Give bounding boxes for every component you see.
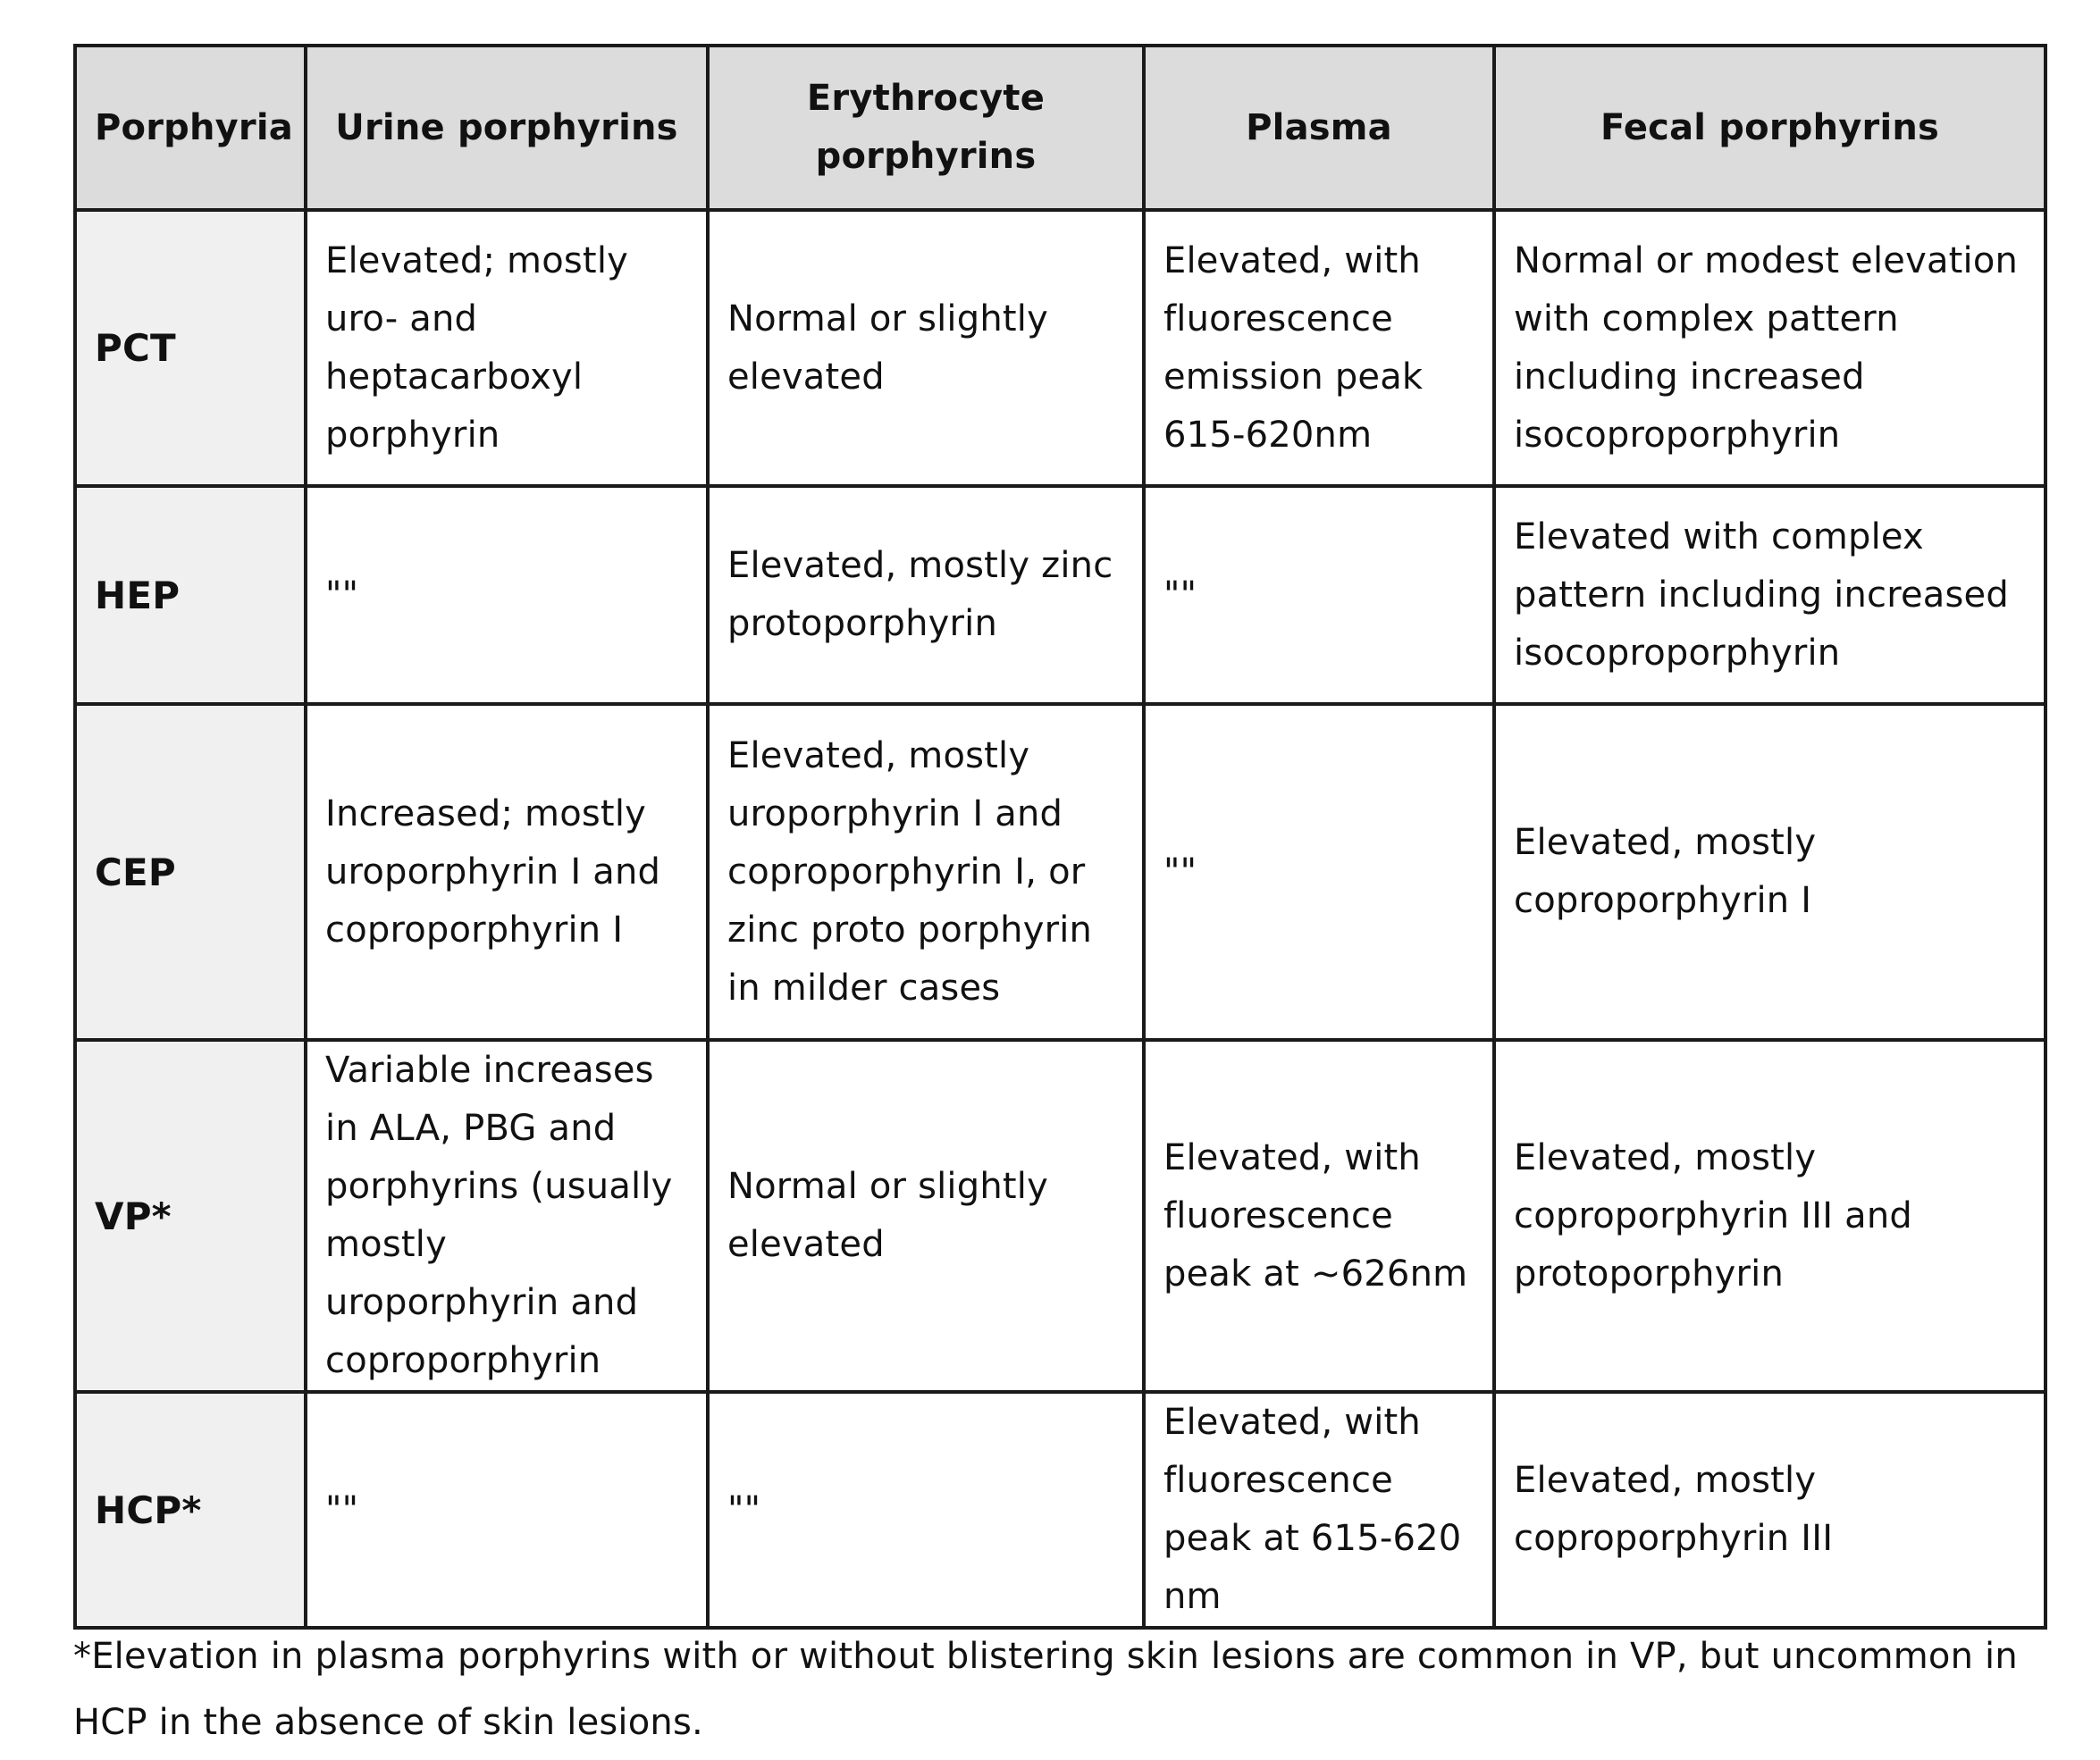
header-porphyria: Porphyria [75, 46, 306, 210]
cell-erythrocyte: Elevated, mostly zinc protoporphyrin [708, 486, 1144, 704]
cell-urine: "" [306, 486, 708, 704]
header-fecal-porphyrins: Fecal porphyrins [1494, 46, 2045, 210]
cell-fecal: Elevated with complex pattern including increased isocoproporphyrin [1494, 486, 2045, 704]
cell-fecal: Elevated, mostly coproporphyrin I [1494, 704, 2045, 1040]
table-row [75, 1040, 2045, 1392]
porphyria-table-container [73, 44, 2044, 1630]
porphyria-table [73, 44, 2047, 1630]
footnote: *Elevation in plasma porphyrins with or without blistering skin lesions are common in VP, but uncommon in HCP in the absence of skin lesions. [73, 1636, 2018, 1743]
row-label: HEP [75, 486, 306, 704]
cell-erythrocyte: "" [708, 1392, 1144, 1628]
cell-erythrocyte: Normal or slightly elevated [708, 1040, 1144, 1392]
cell-urine: Elevated; mostly uro- and heptacarboxyl porphyrin [306, 210, 708, 486]
row-label: HCP* [75, 1392, 306, 1628]
cell-plasma: "" [1144, 704, 1494, 1040]
cell-plasma: Elevated, with fluorescence emission peak 615-620nm [1144, 210, 1494, 486]
cell-urine: Variable increases in ALA, PBG and porphyrins (usually mostly uroporphyrin and coproporphyrin [306, 1040, 708, 1392]
cell-plasma: Elevated, with fluorescence peak at 615-620 nm [1144, 1392, 1494, 1628]
cell-fecal: Elevated, mostly coproporphyrin III [1494, 1392, 2045, 1628]
table-row [75, 704, 2045, 1040]
table-row [75, 210, 2045, 486]
row-label: VP* [75, 1040, 306, 1392]
header-erythrocyte-porphyrins: Erythrocyte porphyrins [708, 46, 1144, 210]
header-plasma: Plasma [1144, 46, 1494, 210]
cell-plasma: Elevated, with fluorescence peak at ~626nm [1144, 1040, 1494, 1392]
cell-plasma: "" [1144, 486, 1494, 704]
cell-erythrocyte: Normal or slightly elevated [708, 210, 1144, 486]
cell-urine: "" [306, 1392, 708, 1628]
cell-urine: Increased; mostly uroporphyrin I and coproporphyrin I [306, 704, 708, 1040]
cell-fecal: Elevated, mostly coproporphyrin III and protoporphyrin [1494, 1040, 2045, 1392]
cell-erythrocyte: Elevated, mostly uroporphyrin I and coproporphyrin I, or zinc proto porphyrin in milder cases [708, 704, 1144, 1040]
row-label: PCT [75, 210, 306, 486]
header-urine-porphyrins: Urine porphyrins [306, 46, 708, 210]
row-label: CEP [75, 704, 306, 1040]
table-header-row [75, 46, 2045, 210]
table-row [75, 486, 2045, 704]
table-row [75, 1392, 2045, 1628]
cell-fecal: Normal or modest elevation with complex pattern including increased isocoproporphyrin [1494, 210, 2045, 486]
